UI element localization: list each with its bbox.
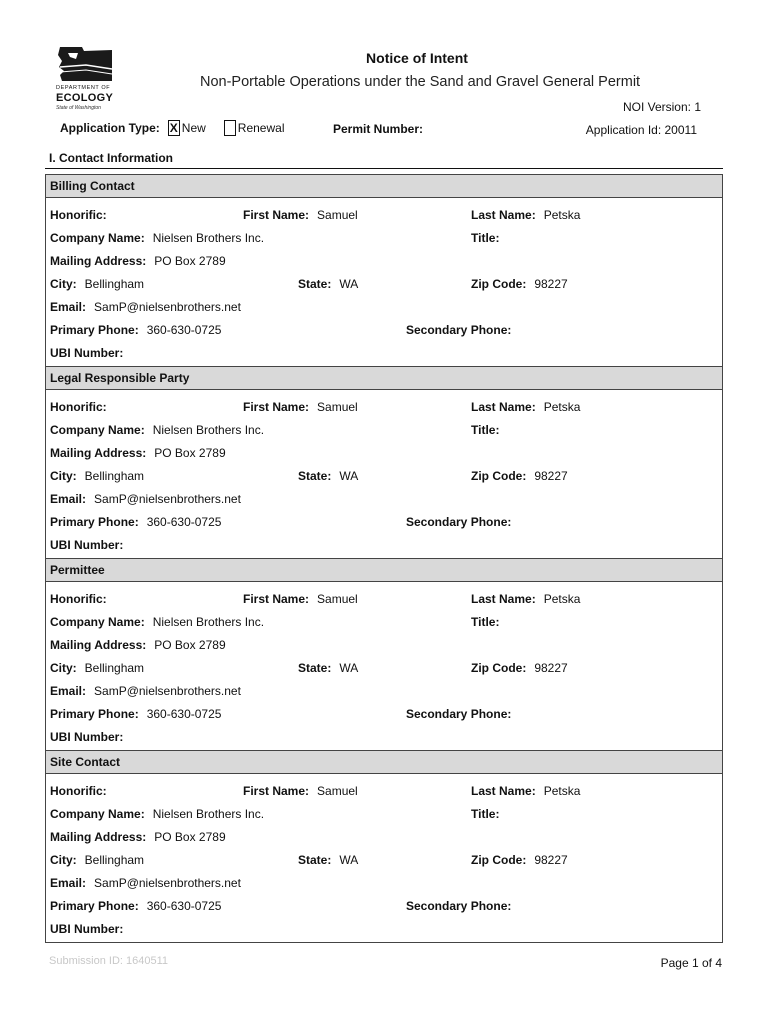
document-subtitle: Non-Portable Operations under the Sand and Gravel General Permit	[200, 74, 641, 90]
title-field	[471, 231, 507, 245]
first-name-value: Samuel	[317, 208, 358, 222]
contact-block-body	[46, 198, 722, 366]
last-name-label: Last Name:	[471, 400, 536, 414]
ubi-number-label: UBI Number:	[50, 922, 124, 936]
first-name-label: First Name:	[243, 784, 310, 798]
zip-code-label: Zip Code:	[471, 277, 527, 291]
first-name-field	[243, 400, 358, 414]
title-wrap	[0, 50, 770, 68]
renewal-option[interactable]	[224, 120, 285, 136]
company-name-field	[50, 231, 264, 245]
zip-code-field	[471, 661, 568, 675]
last-name-value: Petska	[543, 208, 581, 222]
city-field	[50, 469, 144, 483]
city-value: Bellingham	[84, 469, 145, 483]
state-field	[298, 469, 358, 483]
state-field	[298, 661, 358, 675]
city-label: City:	[50, 277, 77, 291]
mailing-address-field	[50, 830, 226, 844]
email-field	[50, 876, 241, 890]
last-name-value: Petska	[543, 784, 581, 798]
state-value: WA	[339, 661, 359, 675]
company-name-label: Company Name:	[50, 807, 145, 821]
email-field	[50, 492, 241, 506]
zip-code-label: Zip Code:	[471, 469, 527, 483]
state-value: WA	[339, 469, 359, 483]
last-name-value: Petska	[543, 400, 581, 414]
company-name-label: Company Name:	[50, 423, 145, 437]
honorific-label: Honorific:	[50, 400, 107, 414]
first-name-value: Samuel	[317, 592, 358, 606]
honorific-label: Honorific:	[50, 784, 107, 798]
last-name-label: Last Name:	[471, 208, 536, 222]
mailing-address-field	[50, 446, 226, 460]
state-field	[298, 277, 358, 291]
honorific-label: Honorific:	[50, 208, 107, 222]
city-label: City:	[50, 661, 77, 675]
state-label: State:	[298, 469, 332, 483]
city-value: Bellingham	[84, 853, 145, 867]
state-label: State:	[298, 277, 332, 291]
contact-block	[46, 558, 722, 750]
email-field	[50, 684, 241, 698]
ubi-number-label: UBI Number:	[50, 346, 124, 360]
contact-block-body	[46, 774, 722, 942]
contact-block-body	[46, 582, 722, 750]
page-number: Page 1 of 4	[660, 956, 722, 970]
first-name-field	[243, 208, 358, 222]
logo-state-text: State of Washington	[56, 105, 101, 111]
state-value: WA	[339, 853, 359, 867]
company-name-value: Nielsen Brothers Inc.	[152, 807, 265, 821]
primary-phone-value: 360-630-0725	[146, 515, 222, 529]
secondary-phone-label: Secondary Phone:	[406, 707, 512, 721]
logo-department-text: DEPARTMENT OF	[56, 85, 111, 91]
primary-phone-field	[50, 707, 221, 721]
last-name-field	[471, 784, 580, 798]
contact-block-heading: Legal Responsible Party	[46, 366, 722, 390]
primary-phone-field	[50, 323, 221, 337]
primary-phone-value: 360-630-0725	[146, 899, 222, 913]
company-name-field	[50, 807, 264, 821]
renewal-label: Renewal	[237, 121, 285, 135]
first-name-label: First Name:	[243, 400, 310, 414]
primary-phone-value: 360-630-0725	[146, 323, 222, 337]
ubi-number-field	[50, 730, 131, 744]
primary-phone-field	[50, 515, 221, 529]
city-field	[50, 661, 144, 675]
company-name-value: Nielsen Brothers Inc.	[152, 615, 265, 629]
last-name-label: Last Name:	[471, 784, 536, 798]
secondary-phone-label: Secondary Phone:	[406, 323, 512, 337]
ubi-number-field	[50, 922, 131, 936]
primary-phone-field	[50, 899, 221, 913]
email-value: SamP@nielsenbrothers.net	[94, 876, 241, 890]
mailing-address-label: Mailing Address:	[50, 638, 147, 652]
noi-version: NOI Version: 1	[622, 100, 701, 114]
first-name-label: First Name:	[243, 592, 310, 606]
zip-code-value: 98227	[534, 277, 568, 291]
new-label: New	[181, 121, 206, 135]
zip-code-field	[471, 853, 568, 867]
email-value: SamP@nielsenbrothers.net	[94, 492, 241, 506]
company-name-value: Nielsen Brothers Inc.	[152, 423, 265, 437]
first-name-label: First Name:	[243, 208, 310, 222]
company-name-label: Company Name:	[50, 615, 145, 629]
secondary-phone-field	[406, 899, 519, 913]
section-divider	[45, 168, 723, 169]
email-label: Email:	[50, 492, 87, 506]
new-checkbox[interactable]: X	[169, 121, 178, 135]
city-value: Bellingham	[84, 661, 145, 675]
ubi-number-field	[50, 346, 131, 360]
company-name-value: Nielsen Brothers Inc.	[152, 231, 265, 245]
contact-block-heading: Billing Contact	[46, 175, 722, 198]
title-field	[471, 615, 507, 629]
state-value: WA	[339, 277, 359, 291]
contact-information-table	[45, 174, 723, 943]
new-option[interactable]	[168, 120, 206, 136]
title-label: Title:	[471, 807, 500, 821]
title-label: Title:	[471, 615, 500, 629]
contact-block	[46, 175, 722, 366]
first-name-field	[243, 592, 358, 606]
mailing-address-value: PO Box 2789	[154, 638, 226, 652]
honorific-label: Honorific:	[50, 592, 107, 606]
honorific-field	[50, 208, 115, 222]
first-name-value: Samuel	[317, 400, 358, 414]
contact-block-heading: Permittee	[46, 558, 722, 582]
first-name-field	[243, 784, 358, 798]
email-label: Email:	[50, 684, 87, 698]
application-type-label: Application Type:	[60, 121, 160, 135]
city-label: City:	[50, 853, 77, 867]
city-field	[50, 277, 144, 291]
mailing-address-value: PO Box 2789	[154, 830, 226, 844]
renewal-checkbox[interactable]	[224, 120, 236, 136]
title-field	[471, 807, 507, 821]
email-value: SamP@nielsenbrothers.net	[94, 684, 241, 698]
zip-code-label: Zip Code:	[471, 853, 527, 867]
honorific-field	[50, 592, 115, 606]
honorific-field	[50, 784, 115, 798]
title-label: Title:	[471, 423, 500, 437]
document-title: Notice of Intent	[366, 50, 468, 66]
secondary-phone-field	[406, 323, 519, 337]
section-heading: I. Contact Information	[49, 151, 173, 165]
contact-block	[46, 750, 722, 942]
secondary-phone-label: Secondary Phone:	[406, 899, 512, 913]
last-name-field	[471, 208, 580, 222]
zip-code-label: Zip Code:	[471, 661, 527, 675]
email-field	[50, 300, 241, 314]
state-label: State:	[298, 853, 332, 867]
last-name-field	[471, 592, 580, 606]
last-name-field	[471, 400, 580, 414]
mailing-address-value: PO Box 2789	[154, 446, 226, 460]
company-name-field	[50, 615, 264, 629]
zip-code-field	[471, 277, 568, 291]
submission-id: Submission ID: 1640511	[49, 955, 169, 967]
zip-code-value: 98227	[534, 853, 568, 867]
primary-phone-label: Primary Phone:	[50, 323, 139, 337]
title-label: Title:	[471, 231, 500, 245]
logo-ecology-text: ECOLOGY	[56, 92, 114, 104]
company-name-label: Company Name:	[50, 231, 145, 245]
state-label: State:	[298, 661, 332, 675]
mailing-address-value: PO Box 2789	[154, 254, 226, 268]
application-id: Application Id: 20011	[585, 123, 697, 137]
zip-code-value: 98227	[534, 469, 568, 483]
mailing-address-label: Mailing Address:	[50, 830, 147, 844]
last-name-value: Petska	[543, 592, 581, 606]
secondary-phone-label: Secondary Phone:	[406, 515, 512, 529]
zip-code-field	[471, 469, 568, 483]
secondary-phone-field	[406, 707, 519, 721]
primary-phone-label: Primary Phone:	[50, 899, 139, 913]
mailing-address-label: Mailing Address:	[50, 446, 147, 460]
ubi-number-label: UBI Number:	[50, 538, 124, 552]
email-value: SamP@nielsenbrothers.net	[94, 300, 241, 314]
last-name-label: Last Name:	[471, 592, 536, 606]
contact-block-heading: Site Contact	[46, 750, 722, 774]
city-value: Bellingham	[84, 277, 145, 291]
ubi-number-field	[50, 538, 131, 552]
application-type	[60, 120, 303, 136]
contact-block-body	[46, 390, 722, 558]
secondary-phone-field	[406, 515, 519, 529]
mailing-address-field	[50, 638, 226, 652]
state-field	[298, 853, 358, 867]
first-name-value: Samuel	[317, 784, 358, 798]
company-name-field	[50, 423, 264, 437]
city-field	[50, 853, 144, 867]
honorific-field	[50, 400, 115, 414]
zip-code-value: 98227	[534, 661, 568, 675]
ubi-number-label: UBI Number:	[50, 730, 124, 744]
mailing-address-label: Mailing Address:	[50, 254, 147, 268]
permit-number-label: Permit Number:	[333, 122, 424, 136]
title-field	[471, 423, 507, 437]
email-label: Email:	[50, 300, 87, 314]
mailing-address-field	[50, 254, 226, 268]
email-label: Email:	[50, 876, 87, 890]
primary-phone-label: Primary Phone:	[50, 707, 139, 721]
primary-phone-label: Primary Phone:	[50, 515, 139, 529]
city-label: City:	[50, 469, 77, 483]
primary-phone-value: 360-630-0725	[146, 707, 222, 721]
contact-block	[46, 366, 722, 558]
